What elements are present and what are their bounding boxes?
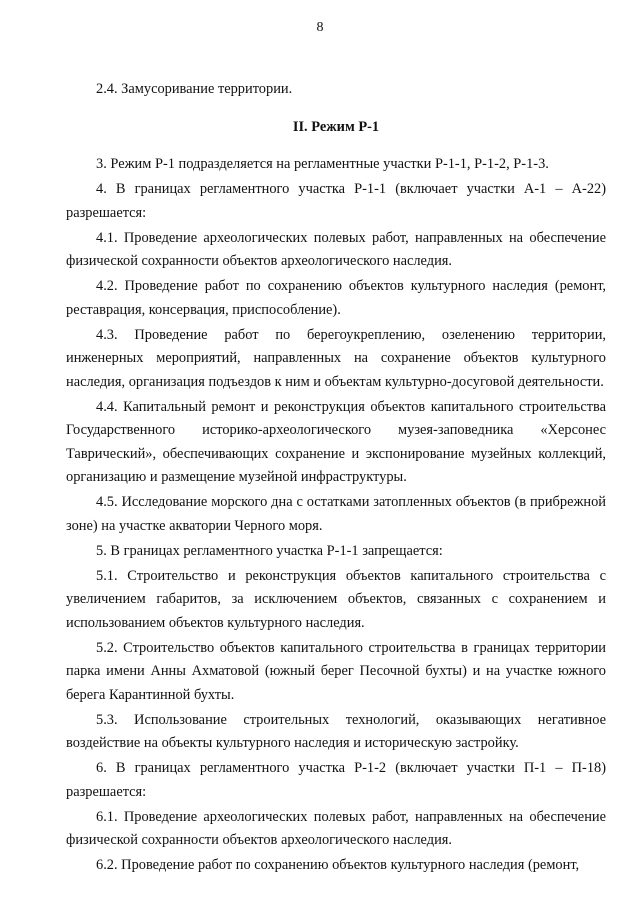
paragraph-4-5: 4.5. Исследование морского дна с остатками затопленных объектов (в прибрежной зоне) на участке акватории Черного моря. [66,494,606,534]
paragraph-6: 6. В границах регламентного участка Р-1-2 (включает участки П-1 – П-18) разрешается: [66,760,606,800]
paragraph-2-4: 2.4. Замусоривание территории. [96,81,293,97]
paragraph-5-1: 5.1. Строительство и реконструкция объектов капитального строительства с увеличением габаритов, за исключением объектов, связанных с сохранением и использованием объектов культурного наследия. [66,567,606,631]
paragraph-4-4: 4.4. Капитальный ремонт и реконструкция объектов капитального строительства Государственного историко-археологического музея-заповедника «Херсонес Таврический», обеспечивающих сохранение и экспонирование музейных коллекций, организацию и размещение музейной инфраструктуры. [66,398,606,485]
paragraph-4-2: 4.2. Проведение работ по сохранению объектов культурного наследия (ремонт, реставрация, консервация, приспособление). [66,278,606,318]
paragraph-4-1: 4.1. Проведение археологических полевых работ, направленных на обеспечение физической сохранности объектов археологического наследия. [66,229,606,269]
document-body [66,78,606,879]
paragraph-3: 3. Режим Р-1 подразделяется на регламентные участки Р-1-1, Р-1-2, Р-1-3. [96,156,549,172]
page-number: 8 [316,20,324,35]
paragraph-6-2: 6.2. Проведение работ по сохранению объектов культурного наследия (ремонт, [96,857,580,873]
paragraph-4: 4. В границах регламентного участка Р-1-1 (включает участки А-1 – А-22) разрешается: [66,181,606,221]
paragraph-6-1: 6.1. Проведение археологических полевых работ, направленных на обеспечение физической сохранности объектов археологического наследия. [66,808,606,848]
paragraph-5-2: 5.2. Строительство объектов капитального строительства в границах территории парка имени Анны Ахматовой (южный берег Песочной бухты) и на участке южного берега Карантинной бухты. [66,639,606,703]
paragraph-5: 5. В границах регламентного участка Р-1-1 запрещается: [96,542,443,559]
section-heading: II. Режим Р-1 [292,118,380,135]
paragraph-5-3: 5.3. Использование строительных технологий, оказывающих негативное воздействие на объекты культурного наследия и историческую застройку. [66,711,606,751]
paragraph-4-3: 4.3. Проведение работ по берегоукреплению, озеленению территории, инженерных мероприятий, направленных на сохранение объектов культурного наследия, организация подъездов к ним и объектам культурно-досуговой деятельности. [66,326,606,390]
